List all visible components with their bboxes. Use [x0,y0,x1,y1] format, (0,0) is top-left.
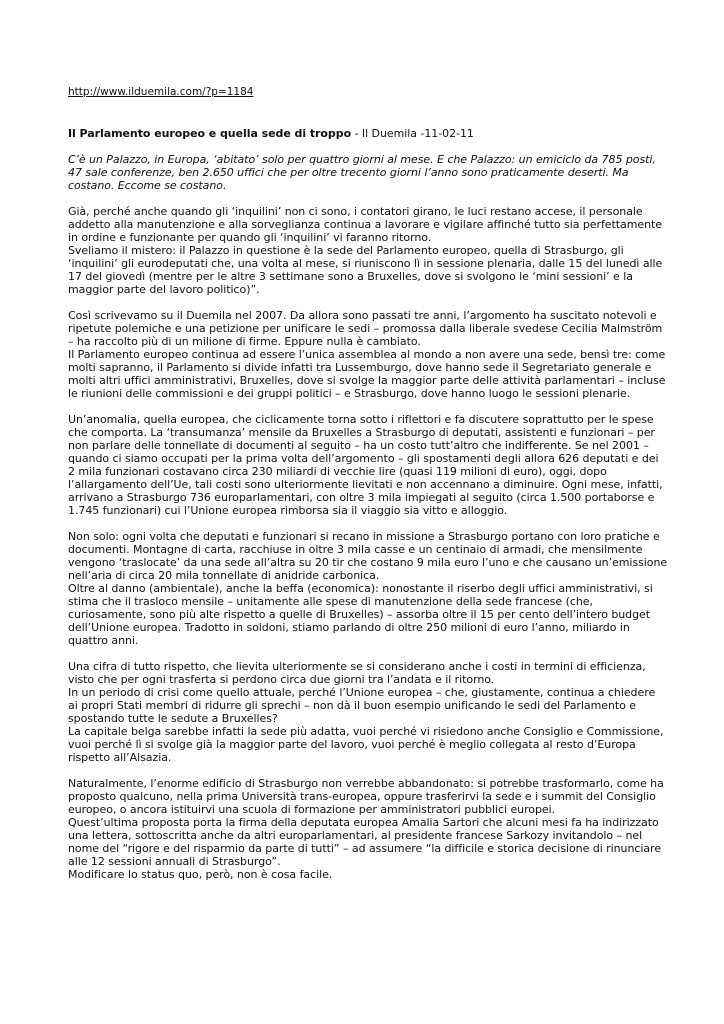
paragraph-line: Un’anomalia, quella europea, che ciclicamente torna sotto i riflettori e fa discutere soprattutto per le spese che comporta. La ‘transumanza’ mensile da Bruxelles a Strasburgo di deputati, assistenti e funzionari – per non parlare delle tonnellate di documenti al seguito – ha un costo tutt’altro che indifferente. Se nel 2001 – quando ci siamo occupati per la prima volta dell’argomento – gli spostamenti degli allora 626 deputati e dei 2 mila funzionari costavano circa 230 miliardi di vecchie lire (quasi 119 milioni di euro), oggi, dopo l’allargamento dell’Ue, tali costi sono ulteriormente lievitati e non accennano a diminuire. Ogni mese, infatti, arrivano a Strasburgo 736 europarlamentari, con oltre 3 mila impiegati al seguito (circa 1.500 portaborse e 1.745 funzionari) cui l’Unione europea rimborsa sia il viaggio sia vitto e alloggio. [68,413,663,517]
article-byline: - Il Duemila -11-02-11 [351,127,474,140]
paragraph-line: Naturalmente, l’enorme edificio di Strasburgo non verrebbe abbandonato: si potrebbe trasformarlo, come ha proposto qualcuno, nella prima Università trans-europea, oppure trasferirvi la sede e i summit del Consiglio europeo, o ancora istituirvi una scuola di formazione per amministratori pubblici europei. [68,777,664,816]
paragraph-5 [68,660,668,764]
paragraph-line: Così scrivevamo su il Duemila nel 2007. Da allora sono passati tre anni, l’argomento ha suscitato notevoli e ripetute polemiche e una petizione per unificare le sedi – promossa dalla liberale svedese Cecilia Malmström – ha raccolto più di un milione di firme. Eppure nulla è cambiato. [68,309,663,348]
article-title: Il Parlamento europeo e quella sede di troppo [68,127,352,140]
article-body [68,127,668,894]
source-url-link[interactable]: http://www.ilduemila.com/?p=1184 [68,86,254,98]
paragraph-line: Una cifra di tutto rispetto, che lievita ulteriormente se si considerano anche i costi in termini di efficienza, visto che per ogni trasferta si perdono circa due giorni tra l’andata e il ritorno. [68,660,646,686]
paragraph-3 [68,413,668,517]
paragraph-1 [68,205,668,296]
paragraph-line: Non solo: ogni volta che deputati e funzionari si recano in missione a Strasburgo portano con loro pratiche e documenti. Montagne di carta, racchiuse in oltre 3 mila casse e un centinaio di armadi, che mensilmente vengono ‘traslocate’ da una sede all’altra su 20 tir che costano 9 mila euro l’uno e che causano un’emissione nell’aria di circa 20 mila tonnellate di anidride carbonica. [68,530,668,582]
paragraph-line: Quest’ultima proposta porta la firma della deputata europea Amalia Sartori che alcuni mesi fa ha indirizzato una lettera, sottoscritta anche da altri europarlamentari, al presidente francese Sarkozy invitandolo – nel nome del “rigore e del risparmio da parte di tutti” – ad assumere “la difficile e storica decisione di rinunciare alle 12 sessioni annuali di Strasburgo”. [68,816,662,868]
paragraph-2 [68,309,668,400]
paragraph-line: Già, perché anche quando gli ‘inquilini’ non ci sono, i contatori girano, le luci restano accese, il personale addetto alla manutenzione e alla sorveglianza continua a lavorare e vigilare affinché tutto sia perfettamente in ordine e funzionante per quando gli ‘inquilini’ vi faranno ritorno. [68,205,663,244]
paragraph-line: Il Parlamento europeo continua ad essere l’unica assemblea al mondo a non avere una sede, bensì tre: come molti sapranno, il Parlamento si divide infatti tra Lussemburgo, dove hanno sede il Segretariato generale e molti altri uffici amministrativi, Bruxelles, dove si svolge la maggior parte delle attività parlamentari – incluse le riunioni delle commissioni e dei gruppi politici – e Strasburgo, dove hanno luogo le sessioni plenarie. [68,348,666,400]
paragraph-line: Modificare lo status quo, però, non è cosa facile. [68,868,333,881]
article-heading [68,127,668,140]
article-intro: C’è un Palazzo, in Europa, ‘abitato’ solo per quattro giorni al mese. E che Palazzo: un emiciclo da 785 posti, 47 sale conferenze, ben 2.650 uffici che per oltre trecento giorni l’anno sono praticamente deserti. Ma costano. Eccome se costano. [68,153,656,192]
paragraph-6 [68,777,668,881]
paragraph-line: In un periodo di crisi come quello attuale, perché l’Unione europea – che, giustamente, continua a chiedere ai propri Stati membri di ridurre gli sprechi – non dà il buon esempio unificando le sedi del Parlamento e spostando tutte le sedute a Bruxelles? [68,686,656,725]
paragraph-line: La capitale belga sarebbe infatti la sede più adatta, vuoi perché vi risiedono anche Consiglio e Commissione, vuoi perché lì si svolge già la maggior parte del lavoro, vuoi perché è meglio collegata al resto d’Europa rispetto all’Alsazia. [68,725,664,764]
paragraph-line: Oltre al danno (ambientale), anche la beffa (economica): nonostante il riserbo degli uffici amministrativi, si stima che il trasloco mensile – unitamente alle spese di manutenzione della sede francese (che, curiosamente, sono più alte rispetto a quelle di Bruxelles) – assorba oltre il 15 per cento dell’intero budget dell’Unione europea. Tradotto in soldoni, stiamo parlando di oltre 250 milioni di euro l’anno, miliardo in quattro anni. [68,582,653,647]
paragraph-line: Sveliamo il mistero: il Palazzo in questione è la sede del Parlamento europeo, quella di Strasburgo, gli ‘inquilini’ gli eurodeputati che, una volta al mese, si riuniscono lì in sessione plenaria, dalle 15 del lunedì alle 17 del giovedì (mentre per le altre 3 settimane sono a Bruxelles, dove si svolgono le ‘mini sessioni’ e la maggior parte del lavoro politico)”. [68,244,663,296]
paragraph-4 [68,530,668,647]
